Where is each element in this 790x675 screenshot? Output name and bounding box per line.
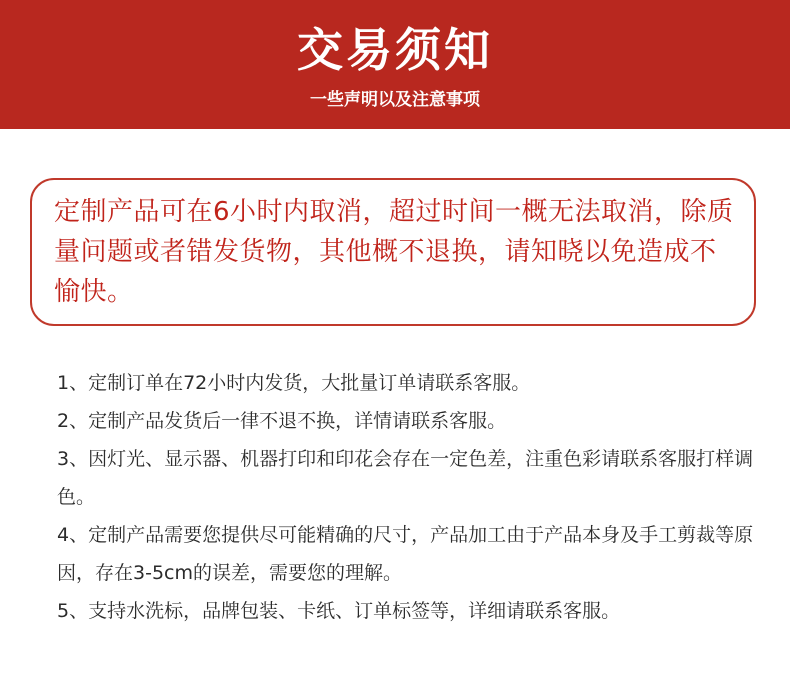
terms-list [57,364,757,630]
page-subtitle: 一些声明以及注意事项 [310,90,480,110]
term-item-3: 3、因灯光、显示器、机器打印和印花会存在一定色差，注重色彩请联系客服打样调色。 [57,448,754,508]
header-banner [0,0,790,129]
term-item-4: 4、定制产品需要您提供尽可能精确的尺寸，产品加工由于产品本身及手工剪裁等原因，存在3-5cm的误差，需要您的理解。 [57,524,754,584]
term-item-2: 2、定制产品发货后一律不退不换，详情请联系客服。 [57,410,507,432]
cancellation-notice-text: 定制产品可在6小时内取消，超过时间一概无法取消，除质量问题或者错发货物，其他概不退换，请知晓以免造成不愉快。 [54,197,734,307]
term-item-5: 5、支持水洗标，品牌包装、卡纸、订单标签等，详细请联系客服。 [57,600,621,622]
term-item-1: 1、定制订单在72小时内发货，大批量订单请联系客服。 [57,372,531,394]
cancellation-notice-box [30,178,756,326]
page-title: 交易须知 [297,23,493,77]
